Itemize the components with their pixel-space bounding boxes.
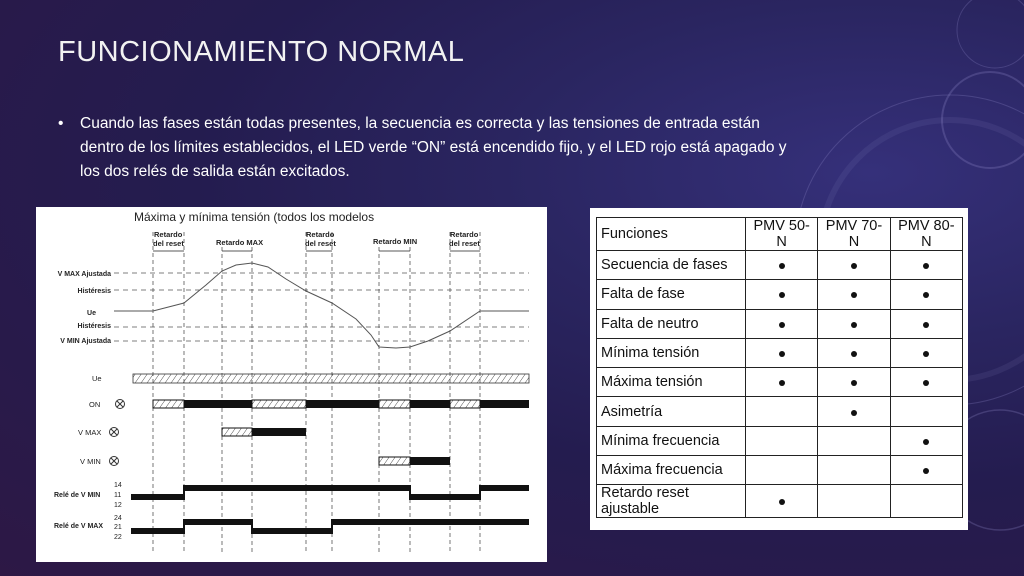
support-cell [818, 426, 890, 455]
led-vmin-icon [110, 457, 119, 466]
supported-dot-icon [923, 322, 929, 328]
header-pmv50: PMV 50-N [746, 218, 818, 251]
diagram-title: Máxima y mínima tensión (todos los modelos [134, 210, 375, 224]
support-cell [746, 280, 818, 309]
label-rele-vmax: Relé de V MAX [54, 523, 104, 530]
label-histeresis-1: Histéresis [77, 288, 111, 295]
supported-dot-icon [779, 351, 785, 357]
function-name: Mínima frecuencia [597, 426, 746, 455]
function-name: Máxima frecuencia [597, 456, 746, 485]
supported-dot-icon [923, 380, 929, 386]
time-markers [153, 232, 480, 552]
support-cell [890, 397, 962, 426]
support-cell [746, 251, 818, 280]
table-row [597, 397, 963, 426]
supported-dot-icon [923, 439, 929, 445]
supported-dot-icon [779, 263, 785, 269]
level-lines [114, 273, 529, 341]
led-on-icon [116, 400, 125, 409]
support-cell [818, 338, 890, 367]
support-cell [890, 251, 962, 280]
function-name: Secuencia de fases [597, 251, 746, 280]
support-cell [890, 280, 962, 309]
support-cell [890, 338, 962, 367]
support-cell [746, 456, 818, 485]
function-name: Mínima tensión [597, 338, 746, 367]
functions-table [596, 217, 963, 518]
terminal-11: 11 [114, 492, 122, 499]
support-cell [746, 485, 818, 518]
header-pmv70: PMV 70-N [818, 218, 890, 251]
supported-dot-icon [923, 292, 929, 298]
support-cell [746, 338, 818, 367]
label-histeresis-2: Histéresis [77, 323, 111, 330]
table-row [597, 426, 963, 455]
terminal-22: 22 [114, 534, 122, 541]
support-cell [890, 456, 962, 485]
bullet-paragraph [58, 112, 798, 184]
support-cell [818, 456, 890, 485]
function-name: Falta de neutro [597, 309, 746, 338]
on-led-signal [153, 400, 529, 408]
function-name: Asimetría [597, 397, 746, 426]
label-retardo-min: Retardo MIN [373, 237, 418, 246]
support-cell [746, 397, 818, 426]
support-cell [746, 368, 818, 397]
label-retardo-reset-2b: del reset [305, 239, 336, 248]
label-ue-row: Ue [92, 374, 102, 383]
support-cell [818, 485, 890, 518]
supported-dot-icon [851, 322, 857, 328]
function-name: Falta de fase [597, 280, 746, 309]
support-cell [746, 426, 818, 455]
label-ue-level: Ue [87, 310, 96, 317]
rele-vmax-signal [131, 519, 529, 534]
label-vmin-ajustada: V MIN Ajustada [60, 338, 111, 345]
terminal-24: 24 [114, 515, 122, 522]
voltage-curve [114, 263, 529, 348]
support-cell [890, 309, 962, 338]
timing-diagram-svg [36, 207, 547, 562]
label-retardo-max: Retardo MAX [216, 238, 264, 247]
slide-title: FUNCIONAMIENTO NORMAL [58, 36, 465, 68]
bullet-marker: • [58, 115, 64, 132]
support-cell [818, 280, 890, 309]
ue-supply-bar [133, 374, 529, 383]
label-retardo-reset-1b: del reset [153, 239, 184, 248]
terminal-21: 21 [114, 524, 122, 531]
support-cell [818, 397, 890, 426]
support-cell [818, 251, 890, 280]
table-row [597, 368, 963, 397]
supported-dot-icon [851, 410, 857, 416]
supported-dot-icon [851, 292, 857, 298]
supported-dot-icon [779, 292, 785, 298]
label-vmin: V MIN [80, 457, 101, 466]
functions-table-panel [590, 208, 968, 530]
table-row [597, 251, 963, 280]
supported-dot-icon [923, 351, 929, 357]
support-cell [818, 309, 890, 338]
table-row [597, 309, 963, 338]
timing-diagram [36, 207, 547, 562]
led-icons [110, 400, 125, 466]
table-header-row [597, 218, 963, 251]
bullet-text: Cuando las fases están todas presentes, la secuencia es correcta y las tensiones de entrada están dentro de los límites establecidos, el LED verde “ON” está encendido fijo, y el LED rojo está apagado y los dos relés de salida están excitados. [80, 115, 787, 180]
support-cell [746, 309, 818, 338]
terminal-12: 12 [114, 502, 122, 509]
table-row [597, 485, 963, 518]
header-pmv80: PMV 80-N [890, 218, 962, 251]
supported-dot-icon [923, 263, 929, 269]
led-vmax-icon [110, 428, 119, 437]
vmax-led-signal [222, 428, 306, 436]
support-cell [818, 368, 890, 397]
function-name: Retardo reset ajustable [597, 485, 746, 518]
label-retardo-reset-2a: Retardo [306, 230, 335, 239]
support-cell [890, 485, 962, 518]
supported-dot-icon [779, 322, 785, 328]
supported-dot-icon [851, 380, 857, 386]
label-retardo-reset-3b: del reset [449, 239, 480, 248]
vmin-led-signal [379, 457, 450, 465]
terminal-14: 14 [114, 482, 122, 489]
label-on: ON [89, 400, 101, 409]
label-rele-vmin: Relé de V MIN [54, 492, 101, 499]
supported-dot-icon [851, 351, 857, 357]
table-row [597, 280, 963, 309]
table-row [597, 338, 963, 367]
label-vmax-ajustada: V MAX Ajustada [57, 271, 111, 278]
support-cell [890, 368, 962, 397]
rele-vmin-signal [131, 485, 529, 500]
supported-dot-icon [851, 263, 857, 269]
label-retardo-reset-3a: Retardo [450, 230, 479, 239]
table-row [597, 456, 963, 485]
label-vmax: V MAX [78, 428, 102, 437]
supported-dot-icon [779, 499, 785, 505]
supported-dot-icon [779, 380, 785, 386]
label-retardo-reset-1a: Retardo [154, 230, 183, 239]
support-cell [890, 426, 962, 455]
header-funciones: Funciones [597, 218, 746, 251]
supported-dot-icon [923, 468, 929, 474]
function-name: Máxima tensión [597, 368, 746, 397]
